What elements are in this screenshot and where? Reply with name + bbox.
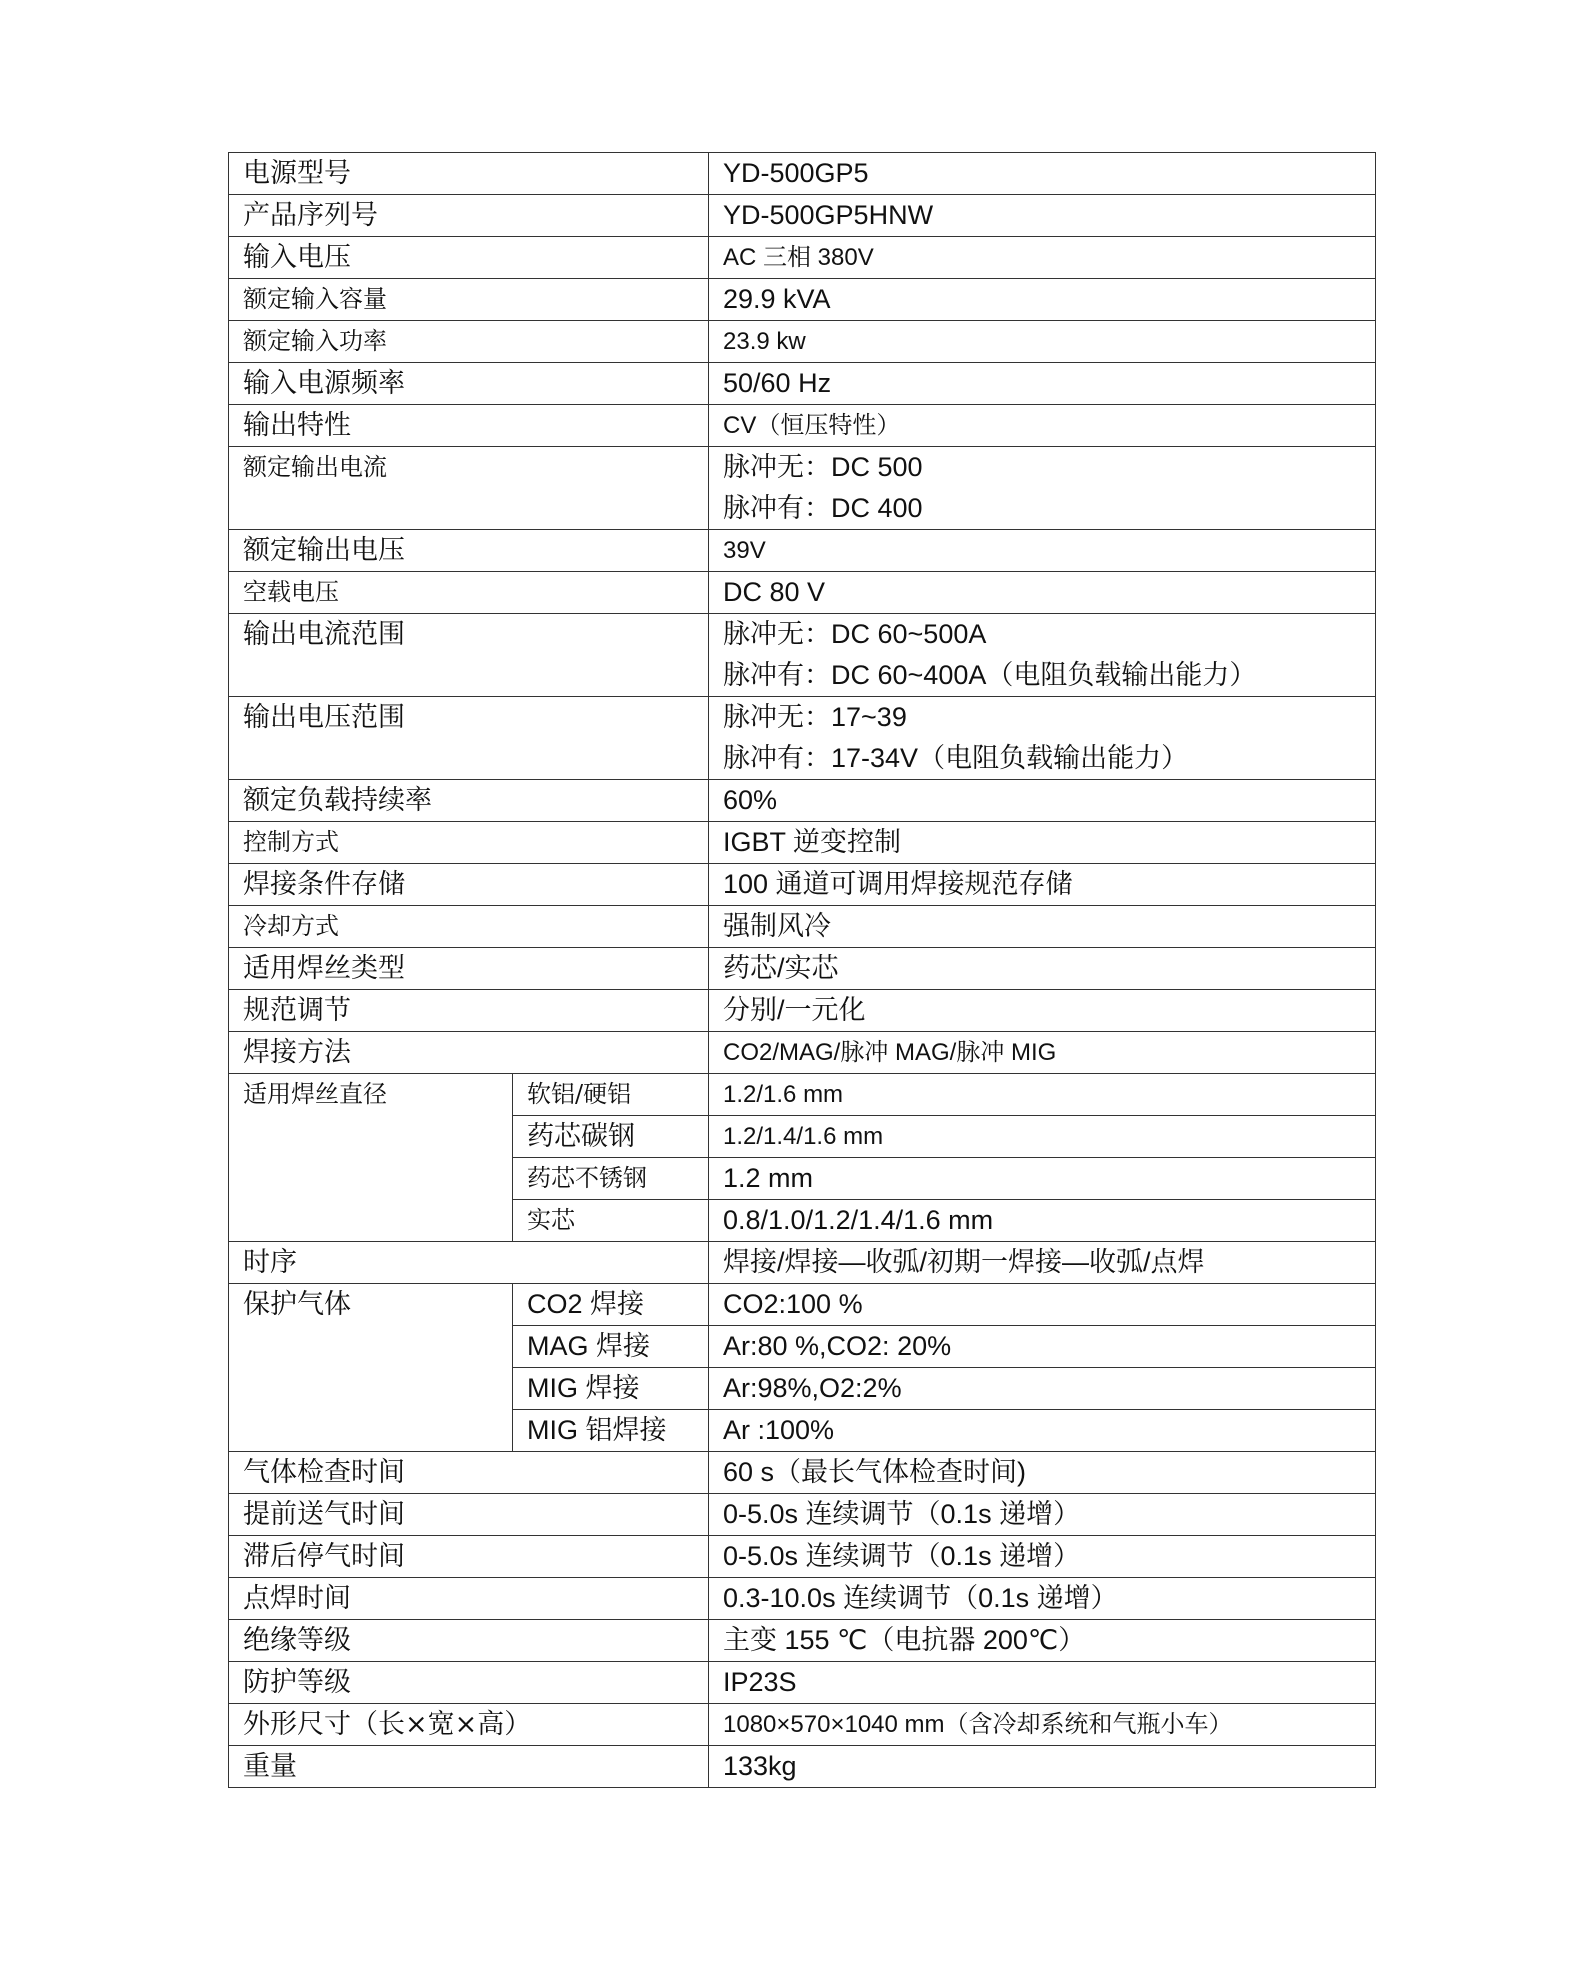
row-label: 额定负载持续率 xyxy=(229,780,709,822)
row-value: CO2/MAG/脉冲 MAG/脉冲 MIG xyxy=(709,1032,1376,1074)
row-label: 点焊时间 xyxy=(229,1578,709,1620)
sub-label: 软铝/硬铝 xyxy=(513,1074,709,1116)
row-label: 重量 xyxy=(229,1746,709,1788)
row-label: 输入电源频率 xyxy=(229,363,709,405)
table-row xyxy=(229,1074,1376,1116)
sub-label: MAG 焊接 xyxy=(513,1326,709,1368)
table-row xyxy=(229,1032,1376,1074)
value-line: 脉冲有：DC 60~400A（电阻负载输出能力） xyxy=(723,660,1257,690)
row-value: YD-500GP5HNW xyxy=(709,195,1376,237)
value-line: 脉冲有：17-34V（电阻负载输出能力） xyxy=(723,743,1189,773)
row-value: 50/60 Hz xyxy=(709,363,1376,405)
row-value: Ar:80 %,CO2: 20% xyxy=(709,1326,1376,1368)
row-value: CO2:100 % xyxy=(709,1284,1376,1326)
row-label: 输出电压范围 xyxy=(229,697,709,780)
row-value: 1080×570×1040 mm（含冷却系统和气瓶小车） xyxy=(709,1704,1376,1746)
table-row xyxy=(229,405,1376,447)
table-row xyxy=(229,321,1376,363)
row-value: 1.2/1.6 mm xyxy=(709,1074,1376,1116)
table-row xyxy=(229,447,1376,530)
table-row xyxy=(229,1536,1376,1578)
table-row xyxy=(229,990,1376,1032)
row-label: 规范调节 xyxy=(229,990,709,1032)
table-row xyxy=(229,614,1376,697)
table-row xyxy=(229,1452,1376,1494)
row-label: 时序 xyxy=(229,1242,709,1284)
sub-label: MIG 铝焊接 xyxy=(513,1410,709,1452)
table-row xyxy=(229,1704,1376,1746)
row-value: 39V xyxy=(709,530,1376,572)
table-row xyxy=(229,153,1376,195)
row-value: 焊接/焊接—收弧/初期一焊接—收弧/点焊 xyxy=(709,1242,1376,1284)
row-label: 产品序列号 xyxy=(229,195,709,237)
row-label: 滞后停气时间 xyxy=(229,1536,709,1578)
table-row xyxy=(229,363,1376,405)
row-label: 保护气体 xyxy=(229,1284,513,1452)
row-value: CV（恒压特性） xyxy=(709,405,1376,447)
row-value: 1.2 mm xyxy=(709,1158,1376,1200)
row-value: 主变 155 ℃（电抗器 200℃） xyxy=(709,1620,1376,1662)
row-label: 空载电压 xyxy=(229,572,709,614)
row-label: 输入电压 xyxy=(229,237,709,279)
sub-label: 药芯碳钢 xyxy=(513,1116,709,1158)
value-line: 脉冲有：DC 400 xyxy=(723,493,923,523)
row-label: 绝缘等级 xyxy=(229,1620,709,1662)
row-label: 提前送气时间 xyxy=(229,1494,709,1536)
row-label: 输出特性 xyxy=(229,405,709,447)
table-row xyxy=(229,1242,1376,1284)
table-row xyxy=(229,195,1376,237)
spec-table xyxy=(228,152,1376,1788)
row-value xyxy=(709,697,1376,780)
row-label: 输出电流范围 xyxy=(229,614,709,697)
row-value xyxy=(709,447,1376,530)
row-value: 23.9 kw xyxy=(709,321,1376,363)
sub-label: 药芯不锈钢 xyxy=(513,1158,709,1200)
row-value: Ar :100% xyxy=(709,1410,1376,1452)
row-label: 额定输出电流 xyxy=(229,447,709,530)
row-value: IP23S xyxy=(709,1662,1376,1704)
row-value: DC 80 V xyxy=(709,572,1376,614)
row-label: 额定输入容量 xyxy=(229,279,709,321)
value-line: 脉冲无：17~39 xyxy=(723,702,907,732)
row-label: 气体检查时间 xyxy=(229,1452,709,1494)
table-row xyxy=(229,697,1376,780)
table-row xyxy=(229,780,1376,822)
row-value: Ar:98%,O2:2% xyxy=(709,1368,1376,1410)
row-value: 133kg xyxy=(709,1746,1376,1788)
row-label: 焊接方法 xyxy=(229,1032,709,1074)
row-label: 适用焊丝类型 xyxy=(229,948,709,990)
table-row xyxy=(229,279,1376,321)
table-row xyxy=(229,1620,1376,1662)
table-row xyxy=(229,1746,1376,1788)
row-value: YD-500GP5 xyxy=(709,153,1376,195)
table-row xyxy=(229,822,1376,864)
table-row xyxy=(229,530,1376,572)
row-value: 100 通道可调用焊接规范存储 xyxy=(709,864,1376,906)
row-label: 额定输入功率 xyxy=(229,321,709,363)
row-label: 额定输出电压 xyxy=(229,530,709,572)
row-label: 焊接条件存储 xyxy=(229,864,709,906)
table-row xyxy=(229,1494,1376,1536)
row-label: 适用焊丝直径 xyxy=(229,1074,513,1242)
row-value xyxy=(709,614,1376,697)
row-value: 60% xyxy=(709,780,1376,822)
sub-label: 实芯 xyxy=(513,1200,709,1242)
row-value: 0.3-10.0s 连续调节（0.1s 递增） xyxy=(709,1578,1376,1620)
value-line: 脉冲无：DC 500 xyxy=(723,452,923,482)
table-row xyxy=(229,572,1376,614)
table-row xyxy=(229,1578,1376,1620)
row-label: 防护等级 xyxy=(229,1662,709,1704)
row-value: 药芯/实芯 xyxy=(709,948,1376,990)
row-value: 分别/一元化 xyxy=(709,990,1376,1032)
row-label: 控制方式 xyxy=(229,822,709,864)
row-value: 0-5.0s 连续调节（0.1s 递增） xyxy=(709,1494,1376,1536)
row-value: IGBT 逆变控制 xyxy=(709,822,1376,864)
row-value: 强制风冷 xyxy=(709,906,1376,948)
row-label: 冷却方式 xyxy=(229,906,709,948)
table-row xyxy=(229,237,1376,279)
row-value: 60 s（最长气体检查时间) xyxy=(709,1452,1376,1494)
row-label: 电源型号 xyxy=(229,153,709,195)
row-value: 0.8/1.0/1.2/1.4/1.6 mm xyxy=(709,1200,1376,1242)
sub-label: CO2 焊接 xyxy=(513,1284,709,1326)
value-line: 脉冲无：DC 60~500A xyxy=(723,619,987,649)
table-row xyxy=(229,1284,1376,1326)
table-row xyxy=(229,948,1376,990)
row-value: 1.2/1.4/1.6 mm xyxy=(709,1116,1376,1158)
row-value: 29.9 kVA xyxy=(709,279,1376,321)
table-row xyxy=(229,906,1376,948)
row-value: 0-5.0s 连续调节（0.1s 递增） xyxy=(709,1536,1376,1578)
row-value: AC 三相 380V xyxy=(709,237,1376,279)
table-row xyxy=(229,1662,1376,1704)
row-label: 外形尺寸（长×宽×高） xyxy=(229,1704,709,1746)
sub-label: MIG 焊接 xyxy=(513,1368,709,1410)
table-row xyxy=(229,864,1376,906)
